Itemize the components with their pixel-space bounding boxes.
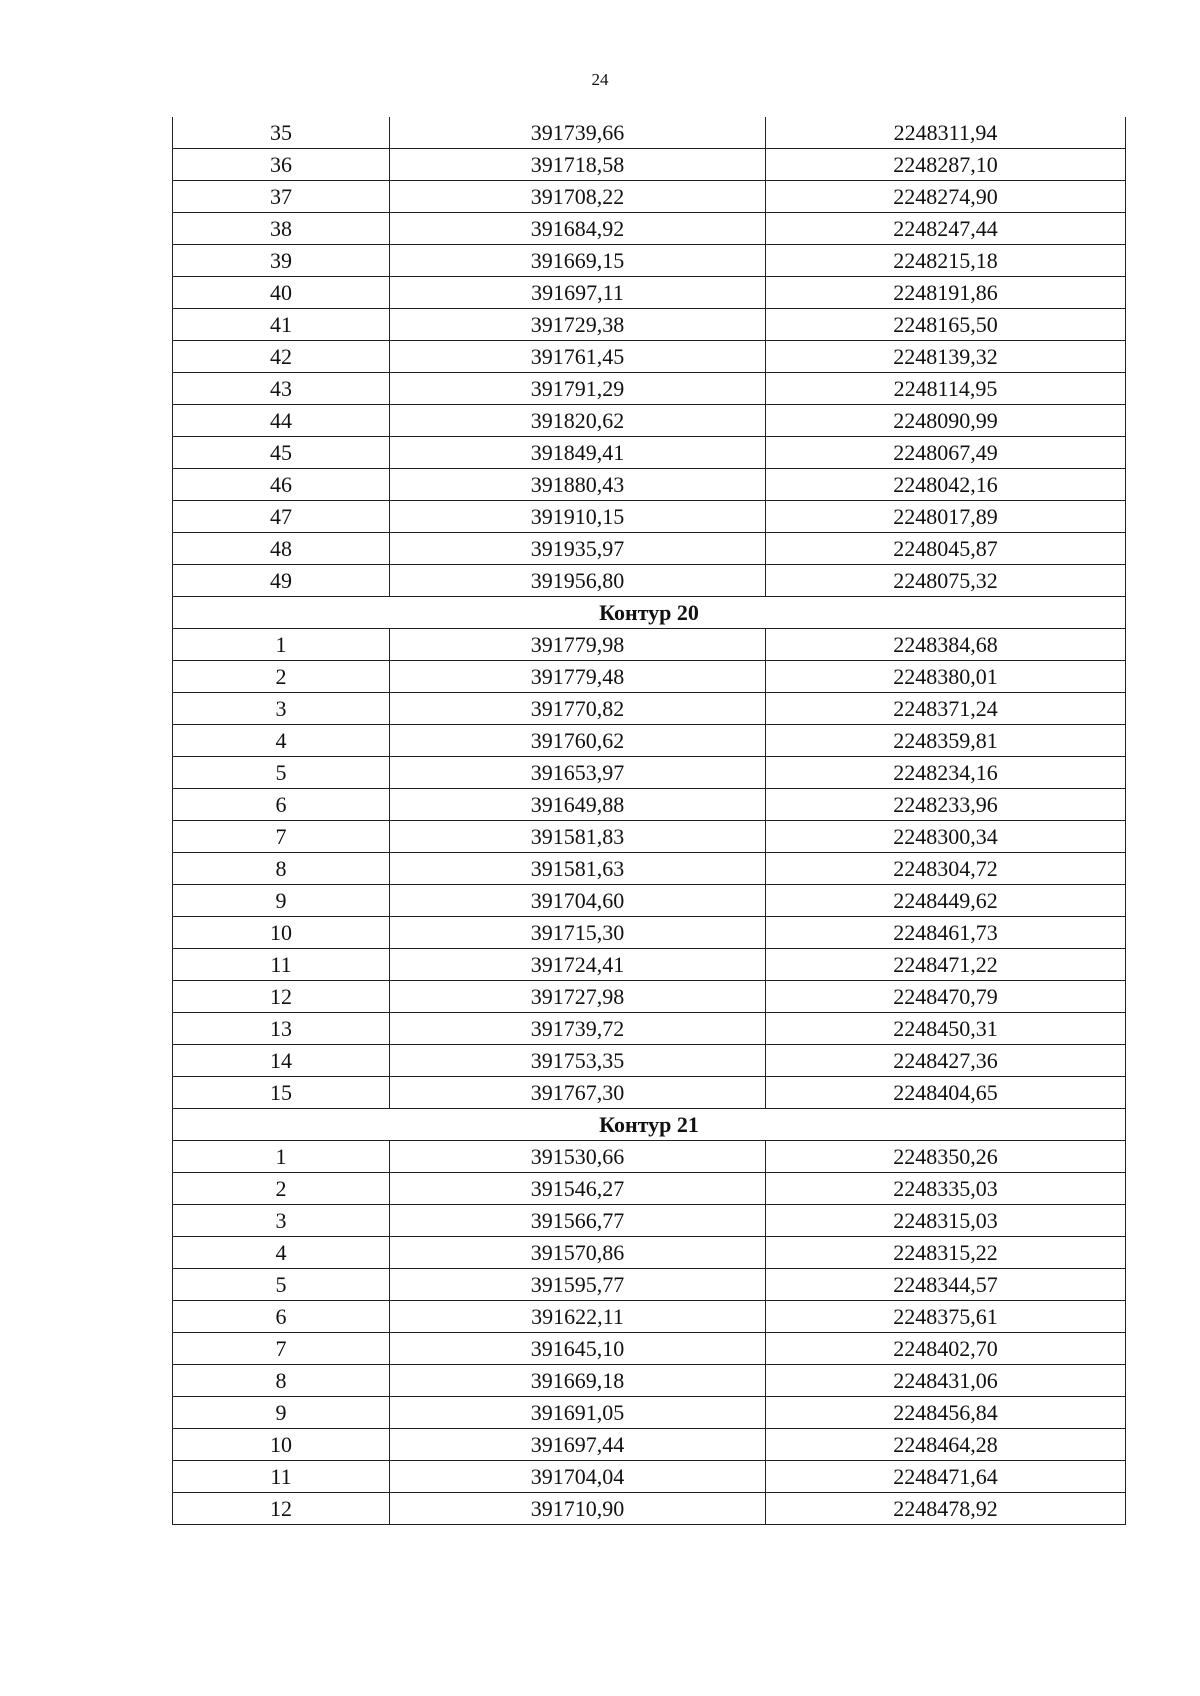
point-number-cell: 12 [173, 1493, 390, 1525]
x-coordinate-cell: 391697,11 [390, 277, 766, 309]
x-coordinate-cell: 391684,92 [390, 213, 766, 245]
table-row [173, 341, 1126, 373]
y-coordinate-cell: 2248215,18 [766, 245, 1126, 277]
section-header-row [173, 597, 1126, 629]
x-coordinate-cell: 391760,62 [390, 725, 766, 757]
x-coordinate-cell: 391704,60 [390, 885, 766, 917]
x-coordinate-cell: 391791,29 [390, 373, 766, 405]
y-coordinate-cell: 2248311,94 [766, 117, 1126, 149]
y-coordinate-cell: 2248045,87 [766, 533, 1126, 565]
x-coordinate-cell: 391715,30 [390, 917, 766, 949]
table-row [173, 821, 1126, 853]
y-coordinate-cell: 2248371,24 [766, 693, 1126, 725]
point-number-cell: 2 [173, 661, 390, 693]
point-number-cell: 13 [173, 1013, 390, 1045]
x-coordinate-cell: 391546,27 [390, 1173, 766, 1205]
table-row [173, 789, 1126, 821]
section-title: Контур 21 [173, 1109, 1126, 1141]
table-row [173, 1141, 1126, 1173]
point-number-cell: 41 [173, 309, 390, 341]
point-number-cell: 42 [173, 341, 390, 373]
x-coordinate-cell: 391570,86 [390, 1237, 766, 1269]
y-coordinate-cell: 2248090,99 [766, 405, 1126, 437]
table-row [173, 629, 1126, 661]
point-number-cell: 48 [173, 533, 390, 565]
y-coordinate-cell: 2248042,16 [766, 469, 1126, 501]
point-number-cell: 5 [173, 757, 390, 789]
point-number-cell: 4 [173, 725, 390, 757]
table-row [173, 853, 1126, 885]
point-number-cell: 9 [173, 1397, 390, 1429]
y-coordinate-cell: 2248247,44 [766, 213, 1126, 245]
y-coordinate-cell: 2248234,16 [766, 757, 1126, 789]
point-number-cell: 44 [173, 405, 390, 437]
point-number-cell: 15 [173, 1077, 390, 1109]
x-coordinate-cell: 391753,35 [390, 1045, 766, 1077]
table-row [173, 181, 1126, 213]
y-coordinate-cell: 2248300,34 [766, 821, 1126, 853]
x-coordinate-cell: 391770,82 [390, 693, 766, 725]
point-number-cell: 6 [173, 789, 390, 821]
point-number-cell: 10 [173, 1429, 390, 1461]
table-row [173, 725, 1126, 757]
y-coordinate-cell: 2248287,10 [766, 149, 1126, 181]
x-coordinate-cell: 391708,22 [390, 181, 766, 213]
y-coordinate-cell: 2248471,64 [766, 1461, 1126, 1493]
y-coordinate-cell: 2248139,32 [766, 341, 1126, 373]
y-coordinate-cell: 2248359,81 [766, 725, 1126, 757]
table-row [173, 437, 1126, 469]
y-coordinate-cell: 2248335,03 [766, 1173, 1126, 1205]
table-row [173, 757, 1126, 789]
coordinates-table-body [173, 117, 1126, 1525]
y-coordinate-cell: 2248404,65 [766, 1077, 1126, 1109]
table-row [173, 1173, 1126, 1205]
x-coordinate-cell: 391739,66 [390, 117, 766, 149]
table-row [173, 1045, 1126, 1077]
x-coordinate-cell: 391935,97 [390, 533, 766, 565]
table-row [173, 565, 1126, 597]
page-number: 24 [591, 70, 609, 89]
point-number-cell: 4 [173, 1237, 390, 1269]
x-coordinate-cell: 391595,77 [390, 1269, 766, 1301]
point-number-cell: 49 [173, 565, 390, 597]
point-number-cell: 5 [173, 1269, 390, 1301]
point-number-cell: 45 [173, 437, 390, 469]
x-coordinate-cell: 391849,41 [390, 437, 766, 469]
table-row [173, 1461, 1126, 1493]
y-coordinate-cell: 2248470,79 [766, 981, 1126, 1013]
point-number-cell: 2 [173, 1173, 390, 1205]
point-number-cell: 8 [173, 853, 390, 885]
y-coordinate-cell: 2248233,96 [766, 789, 1126, 821]
x-coordinate-cell: 391727,98 [390, 981, 766, 1013]
coordinates-table [172, 117, 1126, 1525]
table-row [173, 1333, 1126, 1365]
table-row [173, 213, 1126, 245]
table-row [173, 693, 1126, 725]
x-coordinate-cell: 391645,10 [390, 1333, 766, 1365]
y-coordinate-cell: 2248461,73 [766, 917, 1126, 949]
point-number-cell: 7 [173, 1333, 390, 1365]
point-number-cell: 37 [173, 181, 390, 213]
y-coordinate-cell: 2248315,22 [766, 1237, 1126, 1269]
x-coordinate-cell: 391697,44 [390, 1429, 766, 1461]
table-row [173, 1429, 1126, 1461]
x-coordinate-cell: 391530,66 [390, 1141, 766, 1173]
y-coordinate-cell: 2248114,95 [766, 373, 1126, 405]
point-number-cell: 35 [173, 117, 390, 149]
table-row [173, 1269, 1126, 1301]
table-row [173, 981, 1126, 1013]
y-coordinate-cell: 2248380,01 [766, 661, 1126, 693]
x-coordinate-cell: 391649,88 [390, 789, 766, 821]
point-number-cell: 10 [173, 917, 390, 949]
table-row [173, 373, 1126, 405]
table-row [173, 117, 1126, 149]
point-number-cell: 6 [173, 1301, 390, 1333]
x-coordinate-cell: 391729,38 [390, 309, 766, 341]
y-coordinate-cell: 2248165,50 [766, 309, 1126, 341]
point-number-cell: 14 [173, 1045, 390, 1077]
table-row [173, 245, 1126, 277]
table-row [173, 533, 1126, 565]
point-number-cell: 40 [173, 277, 390, 309]
x-coordinate-cell: 391820,62 [390, 405, 766, 437]
table-row [173, 1301, 1126, 1333]
point-number-cell: 36 [173, 149, 390, 181]
table-row [173, 1365, 1126, 1397]
x-coordinate-cell: 391581,63 [390, 853, 766, 885]
y-coordinate-cell: 2248431,06 [766, 1365, 1126, 1397]
point-number-cell: 7 [173, 821, 390, 853]
table-row [173, 405, 1126, 437]
table-row [173, 1397, 1126, 1429]
x-coordinate-cell: 391669,18 [390, 1365, 766, 1397]
x-coordinate-cell: 391779,98 [390, 629, 766, 661]
x-coordinate-cell: 391581,83 [390, 821, 766, 853]
section-header-row [173, 1109, 1126, 1141]
table-row [173, 1013, 1126, 1045]
x-coordinate-cell: 391880,43 [390, 469, 766, 501]
point-number-cell: 3 [173, 1205, 390, 1237]
x-coordinate-cell: 391724,41 [390, 949, 766, 981]
x-coordinate-cell: 391669,15 [390, 245, 766, 277]
point-number-cell: 43 [173, 373, 390, 405]
x-coordinate-cell: 391653,97 [390, 757, 766, 789]
table-row [173, 1237, 1126, 1269]
point-number-cell: 1 [173, 1141, 390, 1173]
y-coordinate-cell: 2248450,31 [766, 1013, 1126, 1045]
x-coordinate-cell: 391779,48 [390, 661, 766, 693]
x-coordinate-cell: 391956,80 [390, 565, 766, 597]
table-row [173, 1077, 1126, 1109]
point-number-cell: 9 [173, 885, 390, 917]
point-number-cell: 11 [173, 1461, 390, 1493]
x-coordinate-cell: 391718,58 [390, 149, 766, 181]
x-coordinate-cell: 391691,05 [390, 1397, 766, 1429]
y-coordinate-cell: 2248449,62 [766, 885, 1126, 917]
y-coordinate-cell: 2248274,90 [766, 181, 1126, 213]
y-coordinate-cell: 2248067,49 [766, 437, 1126, 469]
table-row [173, 277, 1126, 309]
x-coordinate-cell: 391622,11 [390, 1301, 766, 1333]
y-coordinate-cell: 2248427,36 [766, 1045, 1126, 1077]
table-row [173, 949, 1126, 981]
table-row [173, 917, 1126, 949]
table-row [173, 309, 1126, 341]
y-coordinate-cell: 2248017,89 [766, 501, 1126, 533]
point-number-cell: 1 [173, 629, 390, 661]
y-coordinate-cell: 2248478,92 [766, 1493, 1126, 1525]
table-row [173, 1205, 1126, 1237]
y-coordinate-cell: 2248315,03 [766, 1205, 1126, 1237]
table-row [173, 885, 1126, 917]
y-coordinate-cell: 2248402,70 [766, 1333, 1126, 1365]
y-coordinate-cell: 2248456,84 [766, 1397, 1126, 1429]
y-coordinate-cell: 2248344,57 [766, 1269, 1126, 1301]
section-title: Контур 20 [173, 597, 1126, 629]
x-coordinate-cell: 391710,90 [390, 1493, 766, 1525]
point-number-cell: 8 [173, 1365, 390, 1397]
x-coordinate-cell: 391767,30 [390, 1077, 766, 1109]
y-coordinate-cell: 2248304,72 [766, 853, 1126, 885]
table-row [173, 149, 1126, 181]
point-number-cell: 47 [173, 501, 390, 533]
y-coordinate-cell: 2248075,32 [766, 565, 1126, 597]
y-coordinate-cell: 2248350,26 [766, 1141, 1126, 1173]
x-coordinate-cell: 391739,72 [390, 1013, 766, 1045]
x-coordinate-cell: 391910,15 [390, 501, 766, 533]
table-row [173, 1493, 1126, 1525]
x-coordinate-cell: 391761,45 [390, 341, 766, 373]
point-number-cell: 3 [173, 693, 390, 725]
table-row [173, 661, 1126, 693]
point-number-cell: 11 [173, 949, 390, 981]
point-number-cell: 46 [173, 469, 390, 501]
y-coordinate-cell: 2248464,28 [766, 1429, 1126, 1461]
x-coordinate-cell: 391566,77 [390, 1205, 766, 1237]
y-coordinate-cell: 2248191,86 [766, 277, 1126, 309]
table-row [173, 469, 1126, 501]
y-coordinate-cell: 2248384,68 [766, 629, 1126, 661]
y-coordinate-cell: 2248471,22 [766, 949, 1126, 981]
table-row [173, 501, 1126, 533]
point-number-cell: 38 [173, 213, 390, 245]
y-coordinate-cell: 2248375,61 [766, 1301, 1126, 1333]
point-number-cell: 39 [173, 245, 390, 277]
x-coordinate-cell: 391704,04 [390, 1461, 766, 1493]
point-number-cell: 12 [173, 981, 390, 1013]
